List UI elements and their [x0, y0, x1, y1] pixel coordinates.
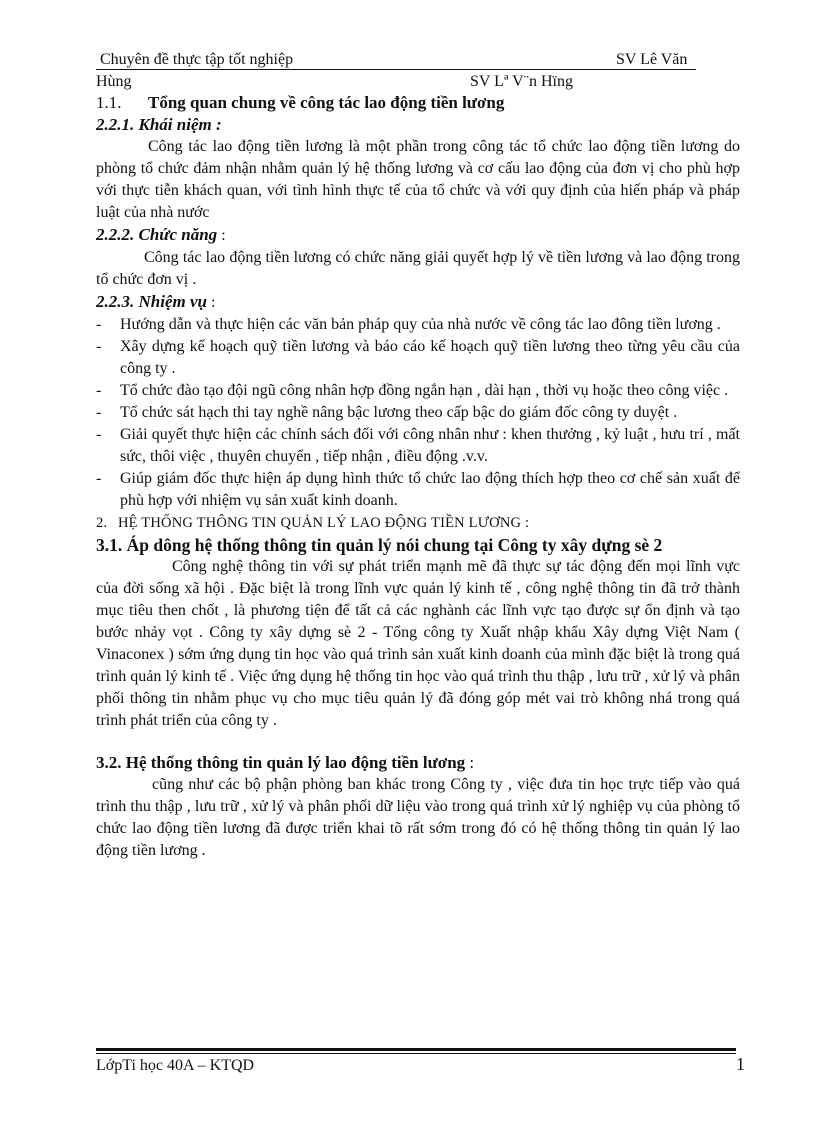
section-3-2-heading	[96, 752, 740, 774]
subsection-title: 2.2.2. Chức năng	[96, 225, 218, 244]
section-title: 3.2. Hệ thống thông tin quản lý lao động tiền lương	[96, 753, 466, 772]
heading-colon: :	[217, 227, 226, 244]
footer-rule-thin	[96, 1053, 736, 1054]
dash-bullet: -	[96, 382, 102, 399]
dash-bullet: -	[96, 470, 102, 487]
section-title: Tổng quan chung về công tác lao động tiền lương	[148, 93, 505, 112]
dash-bullet: -	[96, 338, 102, 355]
footer-rule-thick	[96, 1048, 736, 1051]
dash-bullet: -	[96, 316, 102, 333]
page-number: 1	[736, 1054, 745, 1074]
section-number: 2.	[96, 515, 108, 531]
list-item: - Tổ chức đào tạo đội ngũ công nhân hợp đồng ngắn hạn , dài hạn , thời vụ hoặc theo công việc .	[96, 380, 740, 402]
paragraph: Công nghệ thông tin với sự phát triển mạnh mẽ đã thực sự tác động đến mọi lĩnh vực của đời sống xã hội . Đặc biệt là trong lĩnh vực quản lý kinh tế , công nghệ thông tin đã trở thành mục tiêu then chốt , là phương tiện để tất cả các nghành các lĩnh vực tạo được sự ổn định và tạo bước nhảy vọt . Công ty xây dựng sè 2 - Tổng công ty Xuất nhập khẩu Xây dựng Việt Nam ( Vinaconex ) sớm ứng dụng tin học vào quá trình sản xuất kinh doanh của mình đặc biệt là trong quá trình quản lý kinh tế . Việc ứng dụng hệ thống tin học vào quá trình thu thập , lưu trữ , xử lý và phân phối thông tin nhằm phục vụ cho mục tiêu quản lý đã đóng góp mét vai trò không nhá trong quá trình phát triển của công ty .	[96, 558, 740, 729]
subsection-2-2-3-heading	[96, 291, 740, 314]
subsection-2-2-1-heading: 2.2.1. Khái niệm :	[96, 115, 222, 134]
section-2-heading	[96, 512, 740, 534]
heading-colon: :	[206, 294, 216, 311]
section-title: HỆ THỐNG THÔNG TIN QUẢN LÝ LAO ĐỘNG TIỀN LƯƠNG :	[118, 515, 530, 531]
header-rule	[96, 69, 696, 70]
header-line2-right: SV Lª V¨n Hïng	[470, 73, 573, 90]
dash-bullet: -	[96, 404, 102, 421]
paragraph: Công tác lao động tiền lương là một phần trong công tác tổ chức lao động tiền lương do phòng tổ chức đảm nhận nhằm quản lý hệ thống lương và cơ cấu lao động của đơn vị cho phù hợp với thực tiễn khách quan, với tình hình thực tế của tổ chức và với quy định của hiến pháp và pháp luật của nhà nước	[96, 138, 740, 221]
heading-colon: :	[465, 753, 475, 772]
list-item: - Giải quyết thực hiện các chính sách đối với công nhân như : khen thưởng , kỷ luật , hưu trí , mất sức, thôi việc , thuyên chuyển , tiếp nhận , điều động .v.v.	[96, 426, 740, 465]
list-item: - Hướng dẫn và thực hiện các văn bản pháp quy của nhà nước về công tác lao đông tiền lương .	[96, 314, 740, 336]
section-number: 1.1.	[96, 93, 122, 112]
header-right: SV Lê Văn	[616, 51, 688, 68]
duty-list	[96, 314, 740, 512]
list-item: - Giúp giám đốc thực hiện áp dụng hình thức tổ chức lao động thích hợp theo cơ chế sản xuất để phù hợp với nhiệm vụ sản xuất kinh doanh.	[96, 470, 740, 509]
header-left: Chuyên đề thực tập tốt nghiệp	[100, 51, 294, 68]
document-body	[96, 92, 740, 862]
footer-left: LớpTi học 40A – KTQD	[96, 1057, 255, 1074]
section-3-1-heading: 3.1. Áp dông hệ thống thông tin quản lý nói chung tại Công ty xây dựng sè 2	[96, 535, 663, 555]
section-1-1-heading	[96, 92, 740, 114]
dash-bullet: -	[96, 426, 102, 443]
subsection-title: 2.2.3. Nhiệm vụ	[96, 292, 207, 311]
paragraph: cũng như các bộ phận phòng ban khác trong Công ty , việc đưa tin học trực tiếp vào quá trình thu thập , lưu trữ , xử lý và phân phối dữ liệu vào trong quá trình xử lý nghiệp vụ của phòng tổ chức lao động tiền lương đã được triển khai tõ rất sớm trong đó có hệ thống thông tin quản lý lao động tiền lương .	[96, 776, 740, 859]
page-header-line2	[96, 72, 740, 94]
list-item: - Xây dựng kế hoạch quỹ tiền lương và báo cáo kế hoạch quỹ tiền lương theo từng yêu cầu của công ty .	[96, 338, 740, 377]
list-item: - Tổ chức sát hạch thi tay nghề nâng bậc lương theo cấp bậc do giám đốc công ty duyệt .	[96, 402, 740, 424]
paragraph: Công tác lao động tiền lương có chức năng giải quyết hợp lý về tiền lương và lao động trong tổ chức đơn vị .	[96, 249, 740, 288]
header-line2-left: Hùng	[96, 73, 132, 90]
subsection-2-2-2-heading	[96, 224, 740, 247]
